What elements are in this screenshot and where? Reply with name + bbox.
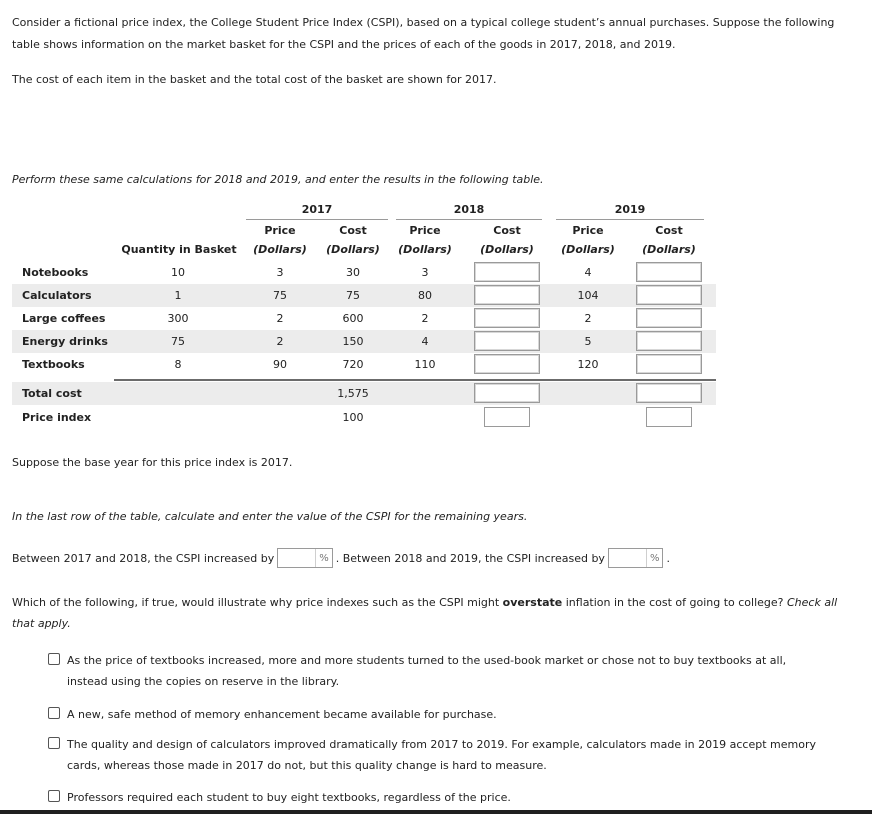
year-header-2017: 2017 [301,203,333,216]
price-index-2018-input[interactable] [484,407,530,427]
option-text: Professors required each student to buy eight textbooks, regardless of the price. [67,791,511,804]
last-row-instruction: In the last row of the table, calculate and enter the value of the CSPI for the remaining years. [12,510,528,523]
cost-2017-cell: 75 [346,289,360,302]
price-unit-2019: (Dollars) [561,243,615,256]
increase-text-2018-2019: . Between 2018 and 2019, the CSPI increased by [335,551,605,565]
total-cost-2017-cell: 1,575 [337,387,369,400]
price-2017-cell: 3 [276,266,284,279]
cspi-increase-line [12,548,670,568]
cost-2019-input[interactable] [636,262,702,282]
total-cost-2018-input[interactable] [474,383,540,403]
price-2018-cell: 3 [421,266,429,279]
table-row-textbooks [12,353,716,376]
question-text-end: inflation in the cost of going to college? [562,596,787,609]
cost-2017-cell: 30 [346,266,360,279]
cost-2017-cell: 150 [342,335,364,348]
increase-2019-input[interactable] [609,549,647,567]
increase-end-period: . [666,551,670,565]
price-index-label: Price index [22,411,92,424]
price-2018-cell: 4 [421,335,429,348]
cspi-table [12,199,716,429]
price-2019-cell: 4 [584,266,592,279]
question-emphasis: overstate [502,596,563,609]
cost-2017-cell: 720 [342,358,364,371]
price-unit-2017: (Dollars) [253,243,307,256]
cost-unit-2017: (Dollars) [326,243,380,256]
cost-2019-input[interactable] [636,308,702,328]
year-underline-2019 [556,219,704,220]
cost-header-2017: Cost [339,224,367,237]
price-2017-cell: 75 [273,289,287,302]
year-header-2018: 2018 [453,203,485,216]
quantity-cell: 75 [171,335,185,348]
increase-2018-field [277,548,333,568]
price-2018-cell: 80 [418,289,432,302]
price-header-2017: Price [264,224,296,237]
price-2017-cell: 2 [276,335,284,348]
price-2018-cell: 2 [421,312,429,325]
year-underline-2018 [396,219,542,220]
cost-unit-2018: (Dollars) [480,243,534,256]
year-header-2019: 2019 [614,203,646,216]
cost-2018-input[interactable] [474,331,540,351]
percent-symbol: % [319,552,329,564]
table-row-price-index [12,406,716,429]
table-row-notebooks [12,261,716,284]
option-text: A new, safe method of memory enhancement became available for purchase. [67,708,497,721]
price-2017-cell: 90 [273,358,287,371]
item-label: Notebooks [22,266,89,279]
cost-unit-2019: (Dollars) [642,243,696,256]
cost-2019-input[interactable] [636,331,702,351]
quantity-cell: 1 [174,289,182,302]
cost-header-2018: Cost [493,224,521,237]
overstate-question [12,592,842,634]
table-row-total-cost [12,382,716,405]
intro-paragraph: Consider a fictional price index, the College Student Price Index (CSPI), based on a typical college student’s annual purchases. Suppose the following table shows information on the market basket for the CSPI and the prices of each of the goods in 2017, 2018, and 2019. [12,16,835,51]
table-row-large-coffees [12,307,716,330]
cost-2018-input[interactable] [474,308,540,328]
cost-2017-cell: 600 [342,312,364,325]
increase-2018-input[interactable] [278,549,316,567]
cost-2018-input[interactable] [474,354,540,374]
table-instruction: Perform these same calculations for 2018 and 2019, and enter the results in the following table. [12,173,544,186]
cost-2018-input[interactable] [474,262,540,282]
price-2019-cell: 5 [584,335,592,348]
checkbox[interactable] [48,707,60,719]
table-row-energy-drinks [12,330,716,353]
item-label: Calculators [22,289,92,302]
checkbox[interactable] [48,737,60,749]
total-separator [114,379,716,381]
option-text: The quality and design of calculators improved dramatically from 2017 to 2019. For example, calculators made in 2019 accept memory cards, whereas those made in 2017 do not, but this quality change is hard to measure. [67,738,816,772]
cost-2018-input[interactable] [474,285,540,305]
price-2019-cell: 120 [577,358,599,371]
cost-header-2019: Cost [655,224,683,237]
cost-note: The cost of each item in the basket and the total cost of the basket are shown for 2017. [12,73,497,86]
cost-2019-input[interactable] [636,285,702,305]
option-required-textbooks[interactable] [48,787,818,808]
quantity-header: Quantity in Basket [121,243,237,256]
price-header-2019: Price [572,224,604,237]
checkbox[interactable] [48,653,60,665]
option-text: As the price of textbooks increased, more and more students turned to the used-book market or chose not to buy textbooks at all, instead using the copies on reserve in the library. [67,654,787,688]
question-text: Which of the following, if true, would illustrate why price indexes such as the CSPI might [12,596,503,609]
quantity-cell: 8 [174,358,182,371]
bottom-bar [0,810,872,814]
option-memory-enhancement[interactable] [48,704,818,725]
percent-symbol: % [649,552,660,564]
price-index-2019-input[interactable] [646,407,692,427]
question-hint: Check all that apply. [12,596,838,630]
price-2018-cell: 110 [414,358,436,371]
total-cost-2019-input[interactable] [636,383,702,403]
price-header-2018: Price [409,224,441,237]
quantity-cell: 300 [167,312,189,325]
price-index-2017-cell: 100 [342,411,364,424]
option-used-books[interactable] [48,650,818,692]
price-2017-cell: 2 [276,312,284,325]
total-cost-label: Total cost [22,387,82,400]
item-label: Large coffees [22,312,106,325]
item-label: Textbooks [22,358,85,371]
item-label: Energy drinks [22,335,108,348]
table-row-calculators [12,284,716,307]
price-unit-2018: (Dollars) [398,243,452,256]
cost-2019-input[interactable] [636,354,702,374]
quantity-cell: 10 [171,266,185,279]
increase-text-2017-2018: Between 2017 and 2018, the CSPI increased by [12,551,275,565]
year-underline-2017 [246,219,388,220]
checkbox[interactable] [48,790,60,802]
price-2019-cell: 104 [577,289,599,302]
increase-2019-field [608,548,664,568]
price-2019-cell: 2 [584,312,592,325]
option-calculator-quality[interactable] [48,734,818,776]
base-year-note: Suppose the base year for this price index is 2017. [12,456,293,469]
